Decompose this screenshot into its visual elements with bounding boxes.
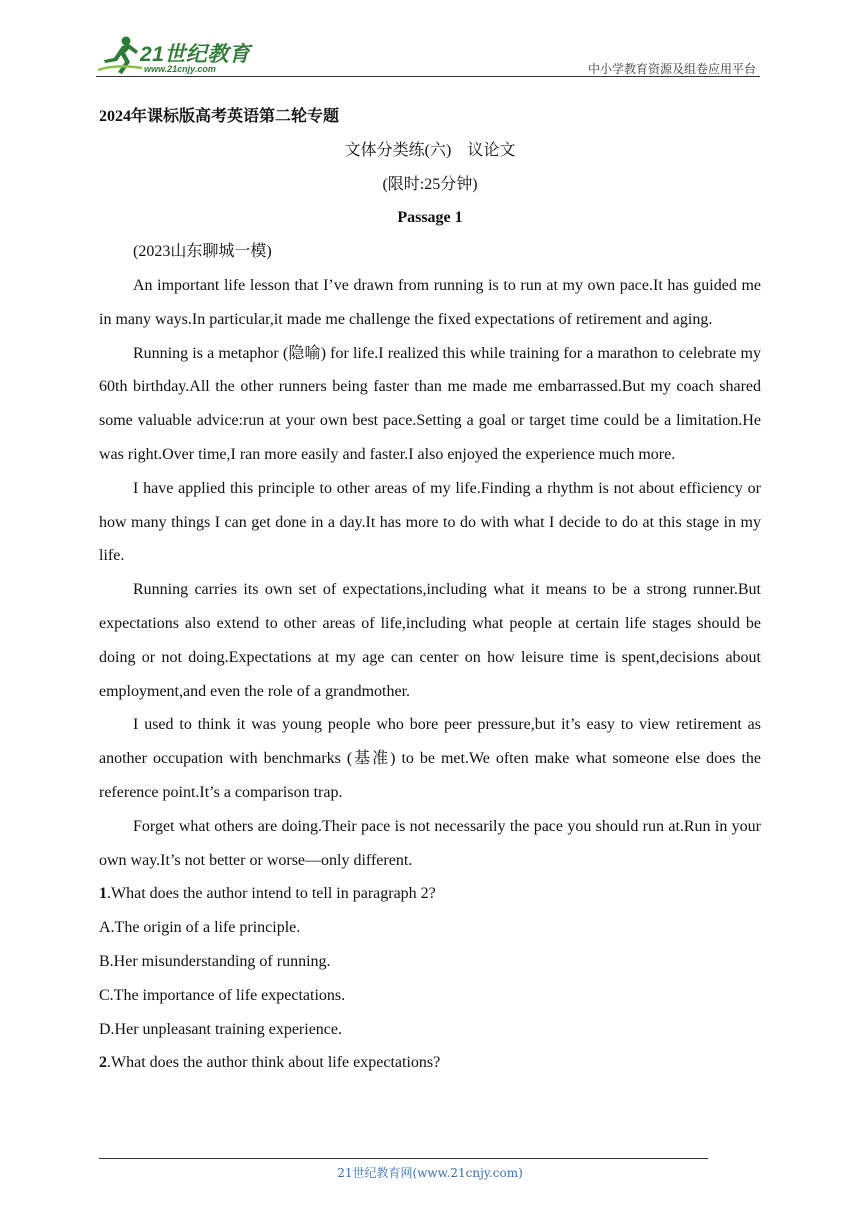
paragraph-3: I have applied this principle to other areas of my life.Finding a rhythm is not about efficiency or how many things I can get done in a day.It has more to do with what I decide to do at this stage in my life. — [99, 479, 761, 565]
paragraph-5: I used to think it was young people who bore peer pressure,but it’s easy to view retirement as another occupation with benchmarks (基准) to be met.We often make what someone else does the reference point.It’s a comparison trap. — [99, 716, 761, 801]
question-text: .What does the author think about life expectations? — [107, 1054, 441, 1072]
section-title: 文体分类练(六) 议论文 — [344, 141, 516, 159]
paragraph-4: Running carries its own set of expectations,including what it means to be a strong runner.But expectations also extend to other areas of life,including what people at certain life stages should be doing or not doing.Expectations at my age can center on how leisure time is spent,decisions about employment,and even the role of a grandmother. — [99, 581, 761, 700]
option-b[interactable]: B.Her misunderstanding of running. — [99, 952, 331, 970]
question-1 — [99, 877, 761, 911]
footer-divider — [99, 1158, 708, 1159]
series-title: 2024年课标版高考英语第二轮专题 — [99, 108, 340, 125]
question-number: 2 — [99, 1054, 107, 1072]
logo-url: www.21cnjy.com — [144, 64, 216, 74]
footer-link[interactable]: 21世纪教育网(www.21cnjy.com) — [337, 1166, 523, 1180]
time-limit: (限时:25分钟) — [382, 175, 478, 193]
paragraph-6: Forget what others are doing.Their pace is not necessarily the pace you should run at.Run in your own way.It’s not better or worse—only different. — [99, 817, 761, 869]
question-2 — [99, 1046, 761, 1080]
header-platform-text: 中小学教育资源及组卷应用平台 — [587, 62, 756, 76]
option-d[interactable]: D.Her unpleasant training experience. — [99, 1020, 343, 1038]
question-text: .What does the author intend to tell in paragraph 2? — [107, 885, 436, 903]
header-divider — [96, 76, 760, 77]
document-body — [99, 100, 761, 1080]
paragraph-1: An important life lesson that I’ve drawn from running is to run at my own pace.It has guided me in many ways.In particular,it made me challenge the fixed expectations of retirement and aging. — [99, 276, 761, 328]
option-a[interactable]: A.The origin of a life principle. — [99, 919, 301, 937]
page-header — [96, 34, 760, 78]
logo-text: 21世纪教育 — [140, 43, 251, 66]
paragraph-2: Running is a metaphor (隐喻) for life.I realized this while training for a marathon to celebrate my 60th birthday.All the other runners being faster than me made me embarrassed.But my coach shared some valuable advice:run at your own best pace.Setting a goal or target time could be a limitation.He was right.Over time,I ran more easily and faster.I also enjoyed the experience much more. — [99, 344, 761, 463]
site-logo[interactable] — [96, 34, 256, 78]
runner-icon — [96, 34, 144, 78]
option-c[interactable]: C.The importance of life expectations. — [99, 986, 346, 1004]
passage-source: (2023山东聊城一模) — [133, 243, 272, 261]
question-number: 1 — [99, 885, 107, 903]
passage-title: Passage 1 — [397, 209, 463, 227]
